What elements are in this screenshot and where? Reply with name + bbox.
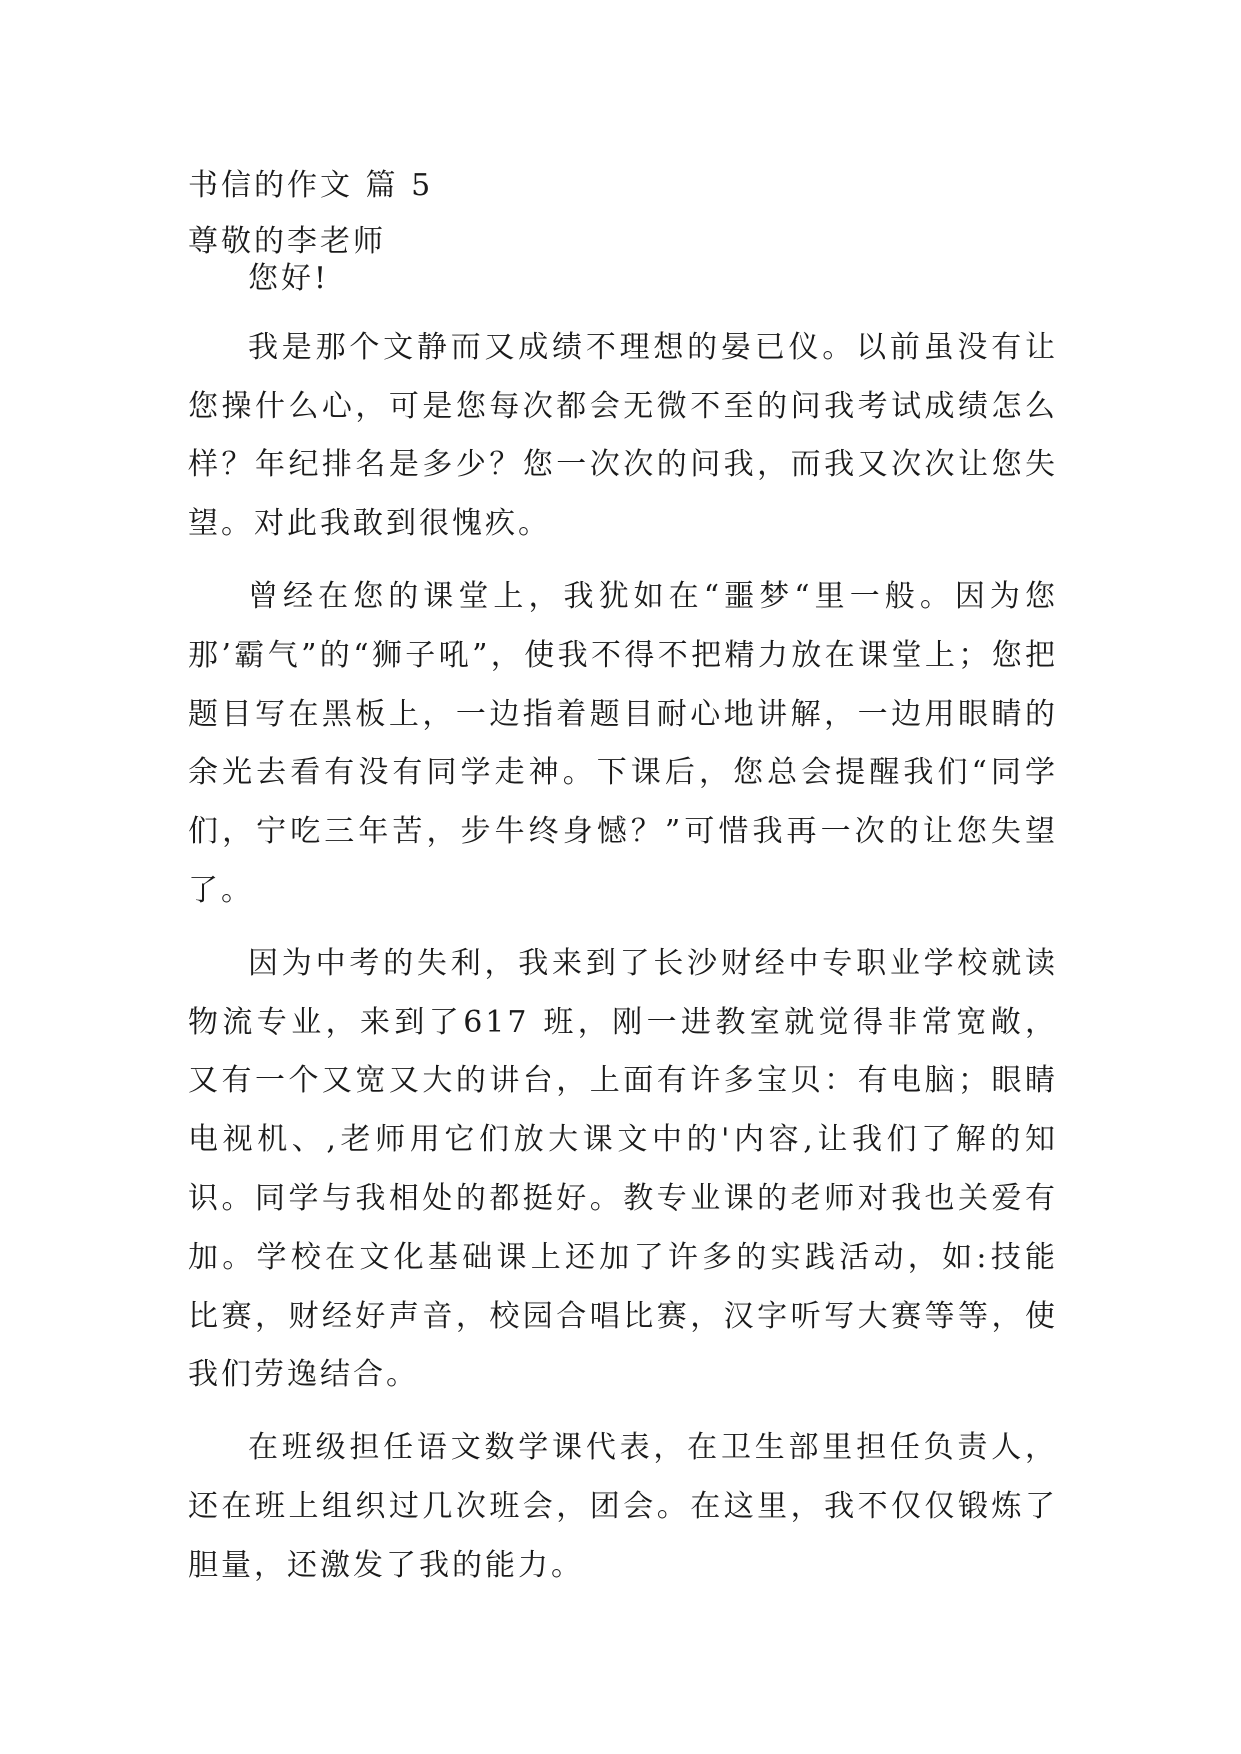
- letter-body: [188, 250, 1058, 1596]
- paragraph-4: 在班级担任语文数学课代表，在卫生部里担任负责人，还在班上组织过几次班会，团会。在这里，我不仅仅锻炼了胆量，还激发了我的能力。: [188, 1430, 1058, 1583]
- paragraph-3: 因为中考的失利，我来到了长沙财经中专职业学校就读物流专业，来到了617 班，刚一进教室就觉得非常宽敞，又有一个又宽又大的讲台，上面有许多宝贝：有电脑；眼睛电视机、,老师用它们放大课文中的'内容,让我们了解的知识。同学与我相处的都挺好。教专业课的老师对我也关爱有加。学校在文化基础课上还加了许多的实践活动，如:技能比赛，财经好声音，校园合唱比赛，汉字听写大赛等等，使我们劳逸结合。: [188, 945, 1058, 1393]
- paragraph-1: 我是那个文静而又成绩不理想的晏已仪。以前虽没有让您操什么心，可是您每次都会无微不至的问我考试成绩怎么样？年纪排名是多少？您一次次的问我，而我又次次让您失望。对此我敢到很愧疚。: [188, 329, 1058, 542]
- paragraph-2: 曾经在您的课堂上，我犹如在“噩梦“里一般。因为您那’霸气”的“狮子吼”，使我不得不把精力放在课堂上；您把题目写在黑板上，一边指着题目耐心地讲解，一边用眼睛的余光去看有没有同学走神。下课后，您总会提醒我们“同学们，宁吃三年苦，步牛终身憾？”可惜我再一次的让您失望了。: [188, 578, 1058, 908]
- document-title: 书信的作文 篇 5: [188, 168, 434, 203]
- letter-salutation: 尊敬的李老师: [188, 224, 386, 259]
- letter-greeting: 您好!: [248, 261, 330, 296]
